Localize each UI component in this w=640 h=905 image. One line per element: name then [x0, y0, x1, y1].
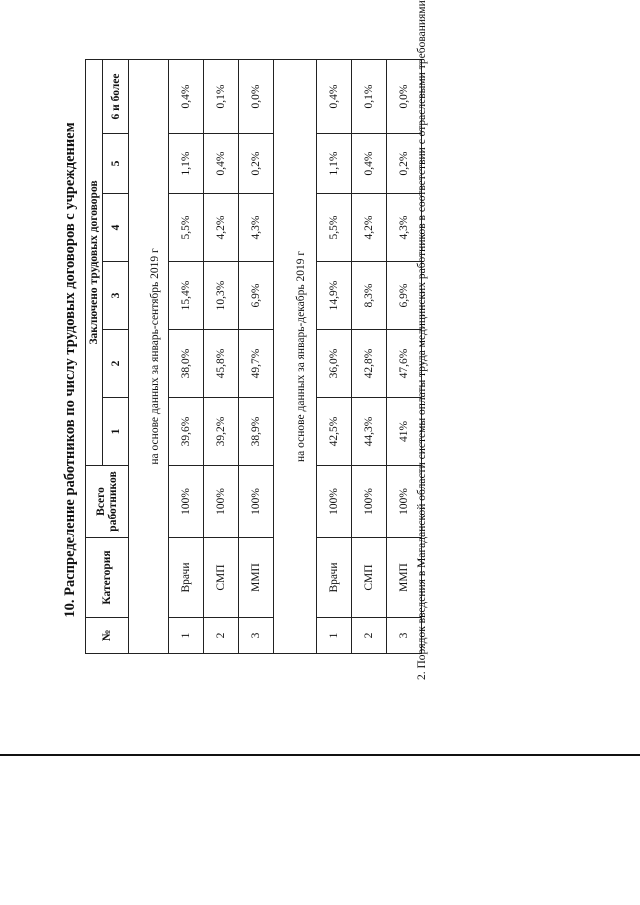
row-value: 0,0% — [239, 59, 274, 133]
row-value: 38,9% — [239, 398, 274, 466]
footnote: 2. Порядок введения в Магаданской области системы оплаты труда медицинских работников в соответствии с отраслевыми требованиями — [416, 0, 428, 680]
row-number: 3 — [387, 618, 422, 654]
row-total: 100% — [204, 466, 239, 538]
row-category: ММП — [239, 538, 274, 618]
section-label: на основе данных за январь-сентябрь 2019 г — [129, 59, 169, 653]
row-value: 42,5% — [317, 398, 352, 466]
row-value: 0,0% — [387, 59, 422, 133]
row-value: 0,4% — [169, 59, 204, 133]
row-value: 4,2% — [204, 194, 239, 262]
row-category: Врачи — [317, 538, 352, 618]
row-number: 2 — [204, 618, 239, 654]
table-row — [352, 59, 387, 653]
row-value: 39,2% — [204, 398, 239, 466]
row-value: 49,7% — [239, 330, 274, 398]
row-value: 0,2% — [387, 134, 422, 194]
row-total: 100% — [317, 466, 352, 538]
header-col-1: 1 — [103, 398, 129, 466]
distribution-table — [85, 59, 422, 654]
header-col-3: 3 — [103, 262, 129, 330]
horizontal-rule — [0, 754, 640, 756]
row-value: 36,0% — [317, 330, 352, 398]
table-row — [204, 59, 239, 653]
row-value: 4,3% — [239, 194, 274, 262]
row-value: 42,8% — [352, 330, 387, 398]
row-category: СМП — [204, 538, 239, 618]
row-total: 100% — [387, 466, 422, 538]
row-value: 1,1% — [169, 134, 204, 194]
row-number: 1 — [317, 618, 352, 654]
row-value: 6,9% — [239, 262, 274, 330]
table-row — [317, 59, 352, 653]
row-value: 0,2% — [239, 134, 274, 194]
row-value: 0,1% — [352, 59, 387, 133]
page-title: 10. Распределение работников по числу трудовых договоров с учреждением — [62, 122, 78, 618]
row-total: 100% — [352, 466, 387, 538]
table-row — [239, 59, 274, 653]
header-col-5: 5 — [103, 134, 129, 194]
row-value: 1,1% — [317, 134, 352, 194]
row-value: 4,3% — [387, 194, 422, 262]
table-row — [169, 59, 204, 653]
header-col-6-plus: 6 и более — [103, 59, 129, 133]
row-value: 39,6% — [169, 398, 204, 466]
row-value: 10,3% — [204, 262, 239, 330]
row-value: 0,4% — [204, 134, 239, 194]
header-col-4: 4 — [103, 194, 129, 262]
header-category: Категория — [86, 538, 129, 618]
row-value: 8,3% — [352, 262, 387, 330]
row-value: 14,9% — [317, 262, 352, 330]
row-number: 2 — [352, 618, 387, 654]
rotated-page — [60, 0, 440, 680]
row-value: 15,4% — [169, 262, 204, 330]
header-col-2: 2 — [103, 330, 129, 398]
row-value: 0,4% — [317, 59, 352, 133]
row-value: 0,4% — [352, 134, 387, 194]
row-value: 47,6% — [387, 330, 422, 398]
row-value: 0,1% — [204, 59, 239, 133]
row-value: 45,8% — [204, 330, 239, 398]
section-label: на основе данных за январь-декабрь 2019 г — [274, 59, 317, 653]
row-value: 6,9% — [387, 262, 422, 330]
row-category: СМП — [352, 538, 387, 618]
row-value: 38,0% — [169, 330, 204, 398]
row-value: 5,5% — [317, 194, 352, 262]
row-number: 1 — [169, 618, 204, 654]
header-number: № — [86, 618, 129, 654]
row-total: 100% — [169, 466, 204, 538]
row-value: 44,3% — [352, 398, 387, 466]
row-number: 3 — [239, 618, 274, 654]
row-value: 41% — [387, 398, 422, 466]
row-value: 5,5% — [169, 194, 204, 262]
row-category: ММП — [387, 538, 422, 618]
header-total: Всего работников — [86, 466, 129, 538]
row-value: 4,2% — [352, 194, 387, 262]
header-concluded: Заключено трудовых договоров — [86, 59, 103, 465]
row-total: 100% — [239, 466, 274, 538]
row-category: Врачи — [169, 538, 204, 618]
